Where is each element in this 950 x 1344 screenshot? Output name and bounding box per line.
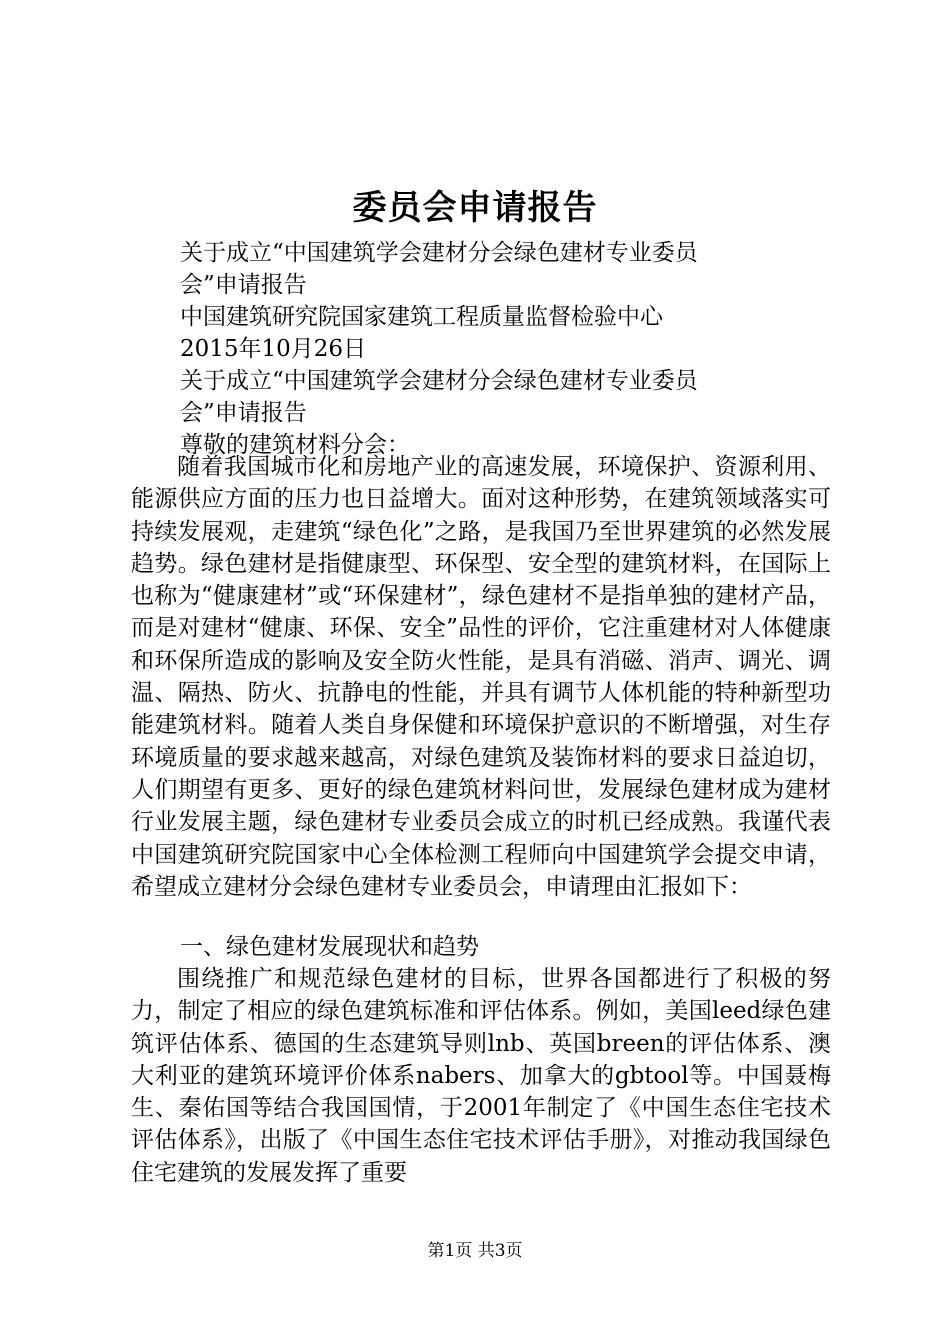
subject-line-2: 会”申请报告 [180,272,307,298]
subject-line-repeat-2: 会”申请报告 [180,400,307,426]
subject-line-repeat-1: 关于成立“中国建筑学会建材分会绿色建材专业委员 [180,368,698,394]
document-title: 委员会申请报告 [352,188,598,228]
subject-line-1: 关于成立“中国建筑学会建材分会绿色建材专业委员 [180,240,698,266]
date-line: 2015年10月26日 [180,336,367,362]
section-heading: 一、绿色建材发展现状和趋势 [180,934,479,960]
body-paragraph-1: 随着我国城市化和房地产业的高速发展，环境保护、资源利用、能源供应方面的压力也日益增大。面对这种形势，在建筑领域落实可持续发展观，走建筑“绿色化”之路，是我国乃至世界建筑的必然发展趋势。绿色建材是指健康型、环保型、安全型的建筑材料，在国际上也称为“健康建材”或“环保建材”，绿色建材不是指单独的建材产品，而是对建材“健康、环保、安全”品性的评价，它注重建材对人体健康和环保所造成的影响及安全防火性能，是具有消磁、消声、调光、调温、隔热、防火、抗静电的性能，并具有调节人体机能的特种新型功能建筑材料。随着人类自身保健和环境保护意识的不断增强，对生存环境质量的要求越来越高，对绿色建筑及装饰材料的要求日益迫切，人们期望有更多、更好的绿色建筑材料问世，发展绿色建材成为建材行业发展主题，绿色建材专业委员会成立的时机已经成熟。我谨代表中国建筑研究院国家中心全体检测工程师向中国建筑学会提交申请，希望成立建材分会绿色建材专业委员会，申请理由汇报如下： [131,454,831,900]
body-paragraph-2: 围绕推广和规范绿色建材的目标，世界各国都进行了积极的努力，制定了相应的绿色建筑标准和评估体系。例如，美国leed绿色建筑评估体系、德国的生态建筑导则lnb、英国breen的评估体系、澳大利亚的建筑环境评价体系nabers、加拿大的gbtool等。中国聂梅生、秦佑国等结合我国国情，于2001年制定了《中国生态住宅技术评估体系》，出版了《中国生态住宅技术评估手册》，对推动我国绿色住宅建筑的发展发挥了重要 [131,966,831,1186]
organization-line: 中国建筑研究院国家建筑工程质量监督检验中心 [180,304,663,330]
page-number-footer: 第1页 共3页 [427,1241,523,1261]
salutation: 尊敬的建筑材料分会： [180,432,410,458]
